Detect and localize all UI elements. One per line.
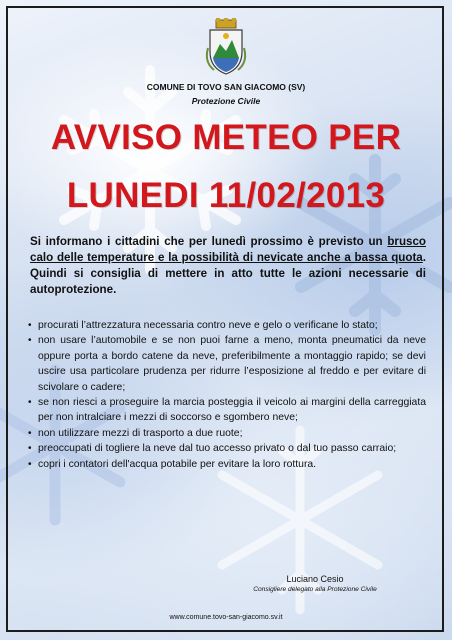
list-item: • se non riesci a proseguire la marcia posteggia il veicolo ai margini della carreggiata per non intralciare i mezzi di soccorso e sgombero neve; — [28, 395, 426, 426]
intro-text-end: . Quindi si consiglia di mettere in atto tutte le azioni necessarie di autoprotezione. — [30, 251, 426, 296]
page-title-line-1: AVVISO METEO PER — [50, 118, 402, 157]
department-name: Protezione Civile — [191, 96, 261, 106]
municipality-name: COMUNE DI TOVO SAN GIACOMO (SV) — [146, 82, 306, 92]
advice-list — [28, 318, 426, 472]
list-item: • procurati l’attrezzatura necessaria contro neve e gelo o verificane lo stato; — [28, 318, 426, 333]
list-item: • copri i contatori dell'acqua potabile per evitare la loro rottura. — [28, 457, 426, 472]
signature-role: Consigliere delegato alla Protezione Civile — [253, 586, 377, 593]
list-item: • non utilizzare mezzi di trasporto a due ruote; — [28, 426, 426, 441]
list-item: • non usare l’automobile e se non puoi farne a meno, monta pneumatici da neve oppure porta a bordo catene da neve, preferibilmente a montaggio rapido; se devi uscire usa particolare prudenza per ridurre l’esposizione al freddo e per evitare di scivolare o cadere; — [28, 333, 426, 395]
intro-paragraph — [30, 234, 426, 298]
website-link[interactable]: www.comune.tovo-san-giacomo.sv.it — [169, 614, 283, 621]
intro-text: Si informano i cittadini che per lunedì prossimo è previsto un — [30, 235, 388, 248]
signature-name: Luciano Cesio — [286, 574, 344, 584]
page-title-line-2: LUNEDI 11/02/2013 — [66, 176, 386, 215]
coat-of-arms-icon — [204, 18, 248, 76]
intro-highlight: brusco calo delle temperature e la possibilità di nevicate anche a bassa quota — [30, 235, 426, 264]
list-item: • preoccupati di togliere la neve dal tuo accesso privato o dal tuo passo carraio; — [28, 441, 426, 456]
